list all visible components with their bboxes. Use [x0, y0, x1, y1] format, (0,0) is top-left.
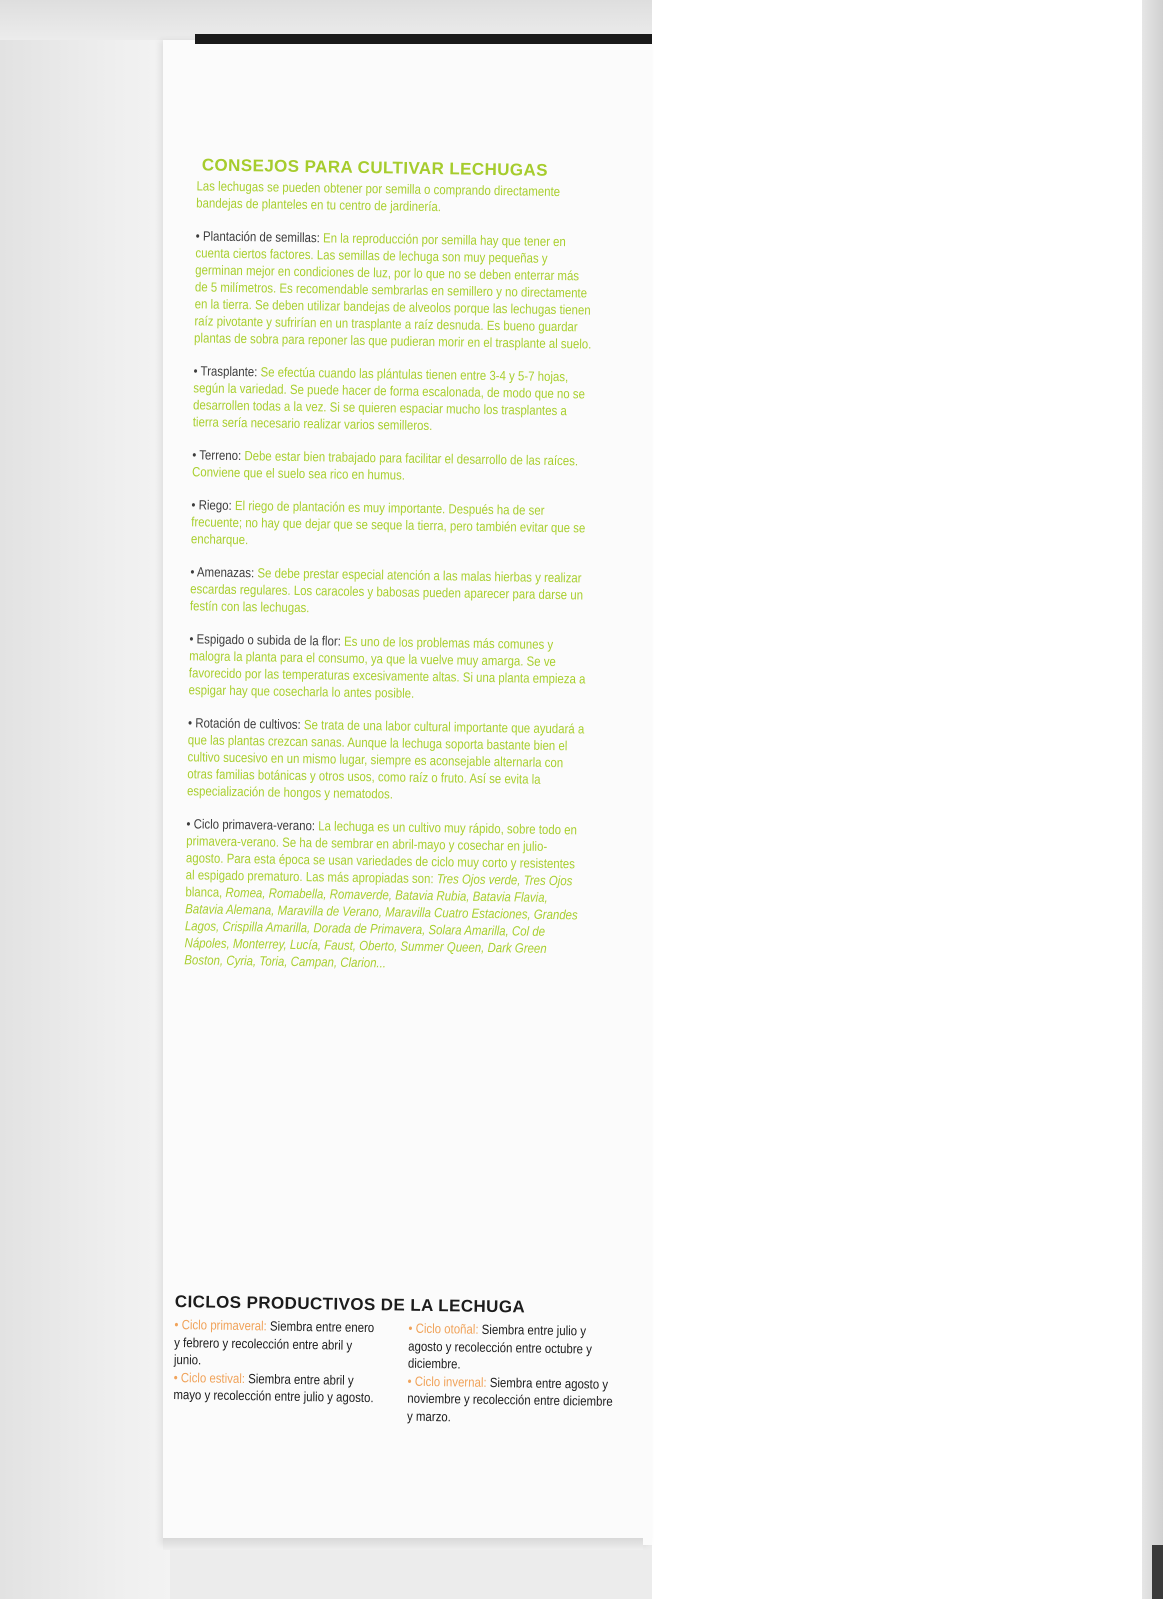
tip-lead: • Plantación de semillas:	[195, 228, 320, 246]
tip-plantacion	[194, 227, 594, 352]
tip-lead: • Riego:	[191, 497, 232, 513]
cycle-primaveral	[174, 1316, 381, 1372]
cycle-text: Siembra entre agosto y noviembre y recolección entre diciembre y marzo.	[406, 1374, 613, 1424]
page-bottom-edge	[163, 1538, 643, 1550]
cycles-section	[173, 1292, 625, 1443]
tip-text: Se efectúa cuando las plántulas tienen entre 3-4 y 5-7 hojas, según la variedad. Se puede hacer de forma escalonada, de modo que no se desarrollen todas a la vez. Si se quieren espaciar mucho los trasplantes a tierra sería necesario realizar varios semilleros.	[192, 364, 586, 434]
variety-list: Romea, Romabella, Romaverde, Batavia Rubia, Batavia Flavia, Batavia Alemana, Maravilla de Verano, Maravilla Cuatro Estaciones, Grandes Lagos, Crispilla Amarilla, Dorada de Primavera, Solara Amarilla, Col de Nápoles, Monterrey, Lucía, Faust, Oberto, Summer Queen, Dark Green Boston, Cyria, Toria, Campan, Clarion...	[184, 884, 578, 971]
tip-lead: • Amenazas:	[190, 564, 255, 581]
tip-terreno	[192, 446, 591, 486]
cycles-title: CICLOS PRODUCTIVOS DE LA LECHUGA	[174, 1292, 526, 1317]
cycle-estival	[173, 1368, 380, 1406]
tip-lead: • Ciclo primavera-verano:	[186, 816, 316, 834]
tip-amenazas	[190, 563, 589, 620]
tip-trasplante	[193, 362, 592, 436]
tip-rotacion	[187, 714, 586, 805]
cycle-invernal	[407, 1372, 614, 1428]
cycle-text: Siembra entre abril y mayo y recolección entre julio y agosto.	[173, 1370, 374, 1406]
variety-name: Tres Ojos	[436, 871, 486, 887]
tip-text: En la reproducción por semilla hay que tener en cuenta ciertos factores. Las semillas de lechuga son muy pequeñas y germinan mejor en condiciones de luz, por lo que no se deben enterrar más de 5 milímetros. Es recomendable sembrarlas en semillero y no directamente en la tierra. Se deben utilizar bandejas de alveolos porque las lechugas tienen raíz pivotante y sufrirían en un trasplante a raíz desnuda. Es bueno guardar plantas de sobra para reponer las que pudieran morir en el trasplante al suelo.	[194, 230, 592, 352]
tip-lead: • Trasplante:	[193, 363, 258, 380]
cycles-column-right	[407, 1320, 615, 1428]
tip-lead: • Rotación de cultivos:	[187, 715, 301, 733]
variety-suffix: verde,	[488, 872, 521, 888]
cycles-column-left	[173, 1316, 381, 1407]
cycle-text: Siembra entre enero y febrero y recolección entre abril y junio.	[173, 1318, 375, 1368]
cycle-name: • Ciclo otoñal:	[408, 1320, 479, 1337]
variety-suffix: blanca,	[185, 884, 223, 900]
tip-riego	[191, 496, 590, 553]
variety-name: Tres Ojos	[523, 872, 573, 889]
tip-text: Debe estar bien trabajado para facilitar el desarrollo de las raíces. Conviene que el suelo sea rico en humus.	[191, 448, 579, 483]
cycle-text: Siembra entre julio y agosto y recolección entre octubre y diciembre.	[407, 1321, 592, 1372]
article-intro: Las lechugas se pueden obtener por semilla o comprando directamente bandejas de planteles en tu centro de jardinería.	[196, 178, 561, 215]
tip-ciclo-primavera-verano	[184, 815, 585, 974]
cycle-otonal	[408, 1320, 615, 1376]
tip-text: Es uno de los problemas más comunes y malogra la planta para el consumo, ya que la vuelve muy amarga. Se ve favorecido por las temperaturas excesivamente altas. Si una planta empieza a espigar hay que cosecharla lo antes posible.	[188, 633, 586, 701]
tip-text: La lechuga es un cultivo muy rápido, sobre todo en primavera-verano. Se ha de sembrar en abril-mayo y cosechar en julio-agosto. Para esta época se usan variedades de ciclo muy corto y resistentes al espigado prematuro. Las más apropiadas son:	[185, 818, 578, 887]
tip-text: Se debe prestar especial atención a las malas hierbas y realizar escardas regulares. Los caracoles y babosas pueden aparecer para darse un festín con las lechugas.	[189, 565, 584, 616]
faint-watermark	[862, 1255, 1122, 1395]
article-consejos	[162, 155, 595, 990]
scan-edge-mark	[1152, 1545, 1163, 1599]
cycle-name: • Ciclo primaveral:	[174, 1316, 267, 1334]
cycle-name: • Ciclo invernal:	[407, 1373, 487, 1390]
tip-lead: • Espigado o subida de la flor:	[189, 631, 341, 649]
tip-lead: • Terreno:	[192, 447, 242, 464]
tip-text: El riego de plantación es muy importante. Después ha de ser frecuente; no hay que dejar que se seque la tierra, pero también evitar que se encharque.	[190, 497, 586, 548]
cycle-name: • Ciclo estival:	[173, 1369, 246, 1386]
tip-espigado	[188, 630, 587, 704]
scan-background-left	[0, 0, 170, 1599]
article-title: CONSEJOS PARA CULTIVAR LECHUGAS	[201, 155, 549, 180]
page-top-edge	[195, 34, 652, 44]
tip-text: Se trata de una labor cultural importante que ayudará a que las plantas crezcan sanas. Aunque la lechuga soporta bastante bien el cultivo sucesivo en un mismo lugar, siempre es aconsejable alternarla con otras familias botánicas y otros usos, como raíz o fruto. Así se evita la especialización de hongos y nematodos.	[186, 717, 585, 802]
scan-right-edge	[1142, 0, 1163, 1599]
